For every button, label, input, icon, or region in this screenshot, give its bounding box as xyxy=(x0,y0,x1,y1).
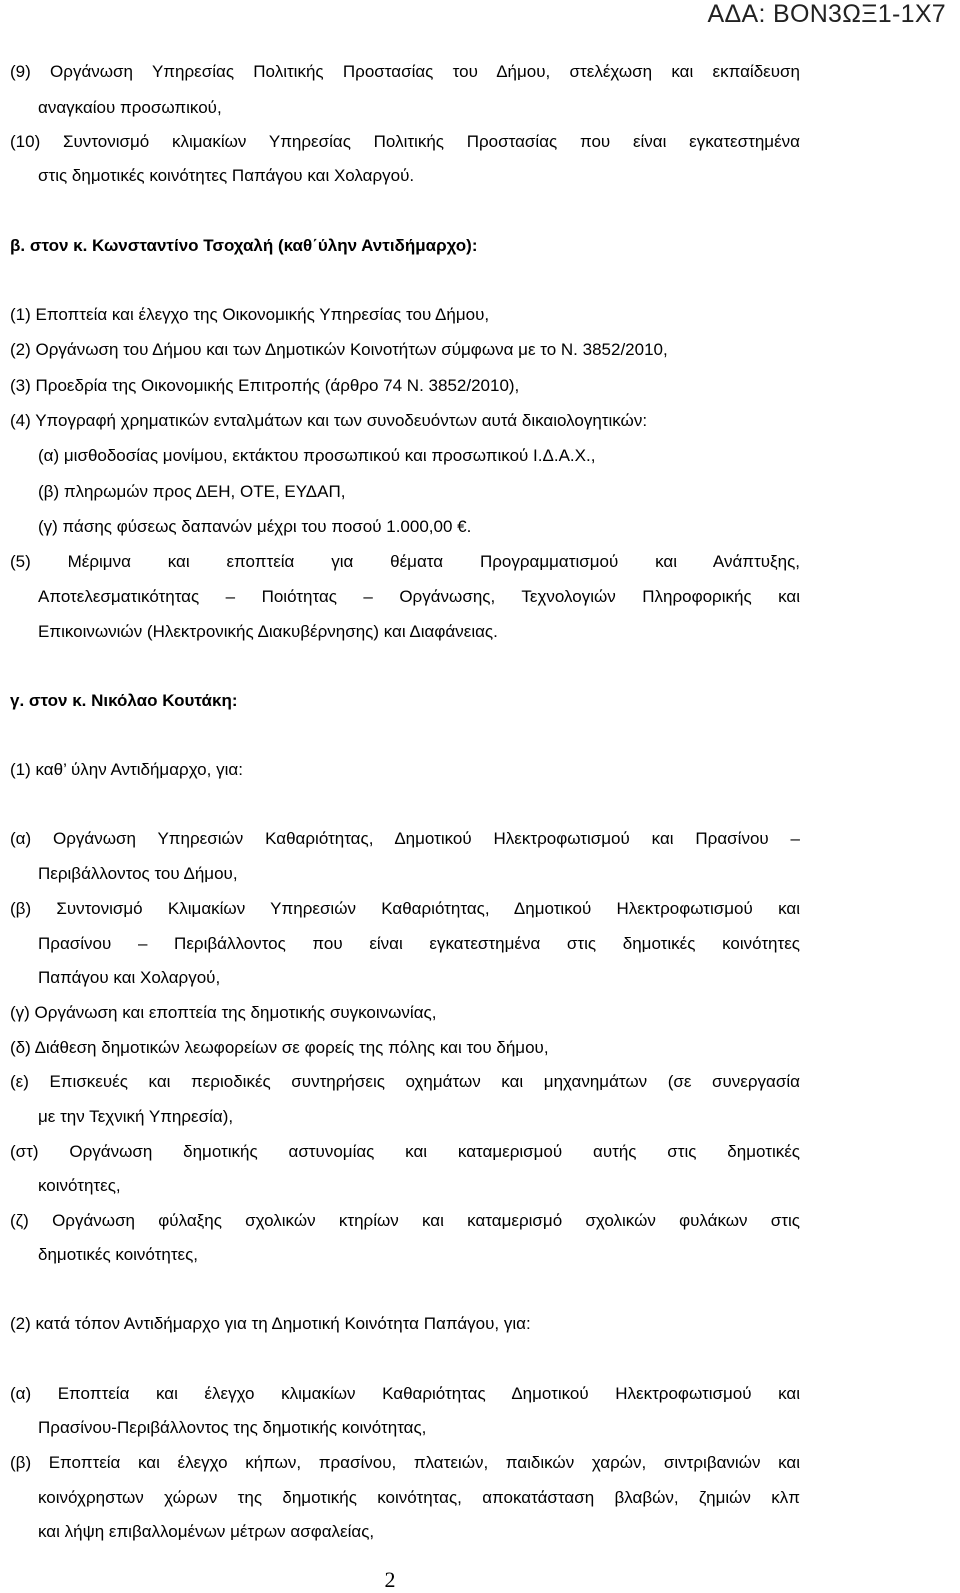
text-line: αναγκαίου προσωπικού, xyxy=(38,98,222,117)
text-line: (β) Εποπτεία και έλεγχο κήπων, πρασίνου, πλατειών, παιδικών χαρών, σιντριβανιών και xyxy=(10,1453,800,1472)
text-line: (3) Προεδρία της Οικονομικής Επιτροπής (άρθρο 74 Ν. 3852/2010), xyxy=(10,376,520,395)
ada-code: ΑΔΑ: ΒΟΝ3ΩΞ1-1Χ7 xyxy=(707,0,946,28)
text-line: (δ) Διάθεση δημοτικών λεωφορείων σε φορείς της πόλης και του δήμου, xyxy=(10,1038,549,1057)
text-line: δημοτικές κοινότητες, xyxy=(38,1245,199,1264)
text-line: (5) Μέριμνα και εποπτεία για θέματα Προγραμματισμού και Ανάπτυξης, xyxy=(10,552,800,571)
text-line: (στ) Οργάνωση δημοτικής αστυνομίας και καταμερισμού αυτής στις δημοτικές xyxy=(10,1142,800,1161)
text-line: Πρασίνου-Περιβάλλοντος της δημοτικής κοινότητας, xyxy=(38,1418,427,1437)
text-line: (β) πληρωμών προς ΔΕΗ, ΟΤΕ, ΕΥΔΑΠ, xyxy=(38,482,346,501)
page-number: 2 xyxy=(384,1567,396,1592)
text-line: (ζ) Οργάνωση φύλαξης σχολικών κτηρίων και καταμερισμό σχολικών φυλάκων στις xyxy=(10,1211,800,1230)
text-line: Παπάγου και Χολαργού, xyxy=(38,968,221,987)
text-line: (4) Υπογραφή χρηματικών ενταλμάτων και των συνοδευόντων αυτά δικαιολογητικών: xyxy=(10,411,648,430)
text-line: στις δημοτικές κοινότητες Παπάγου και Χολαργού. xyxy=(38,166,415,185)
text-line: (2) Οργάνωση του Δήμου και των Δημοτικών Κοινοτήτων σύμφωνα με το Ν. 3852/2010, xyxy=(10,340,668,359)
text-line: (2) κατά τόπον Αντιδήμαρχο για τη Δημοτική Κοινότητα Παπάγου, για: xyxy=(10,1314,531,1333)
text-line: κοινότητες, xyxy=(38,1176,121,1195)
text-line: (α) μισθοδοσίας μονίμου, εκτάκτου προσωπικού και προσωπικού Ι.Δ.Α.Χ., xyxy=(38,446,596,465)
text-line: Επικοινωνιών (Ηλεκτρονικής Διακυβέρνησης) και Διαφάνειας. xyxy=(38,622,498,641)
section-heading-b: β. στον κ. Κωνσταντίνο Τσοχαλή (καθ΄ύλην Αντιδήμαρχο): xyxy=(10,236,478,255)
text-line: (1) Εποπτεία και έλεγχο της Οικονομικής Υπηρεσίας του Δήμου, xyxy=(10,305,490,324)
text-line: (α) Οργάνωση Υπηρεσιών Καθαριότητας, Δημοτικού Ηλεκτροφωτισμού και Πρασίνου – xyxy=(10,829,800,848)
text-line: (9) Οργάνωση Υπηρεσίας Πολιτικής Προστασίας του Δήμου, στελέχωση και εκπαίδευση xyxy=(10,62,800,81)
text-line: (1) καθ’ ύλην Αντιδήμαρχο, για: xyxy=(10,760,243,779)
text-line: και λήψη επιβαλλομένων μέτρων ασφαλείας, xyxy=(38,1522,375,1541)
text-line: (ε) Επισκευές και περιοδικές συντηρήσεις οχημάτων και μηχανημάτων (σε συνεργασία xyxy=(10,1072,800,1091)
text-line: (β) Συντονισμό Κλιμακίων Υπηρεσιών Καθαριότητας, Δημοτικού Ηλεκτροφωτισμού και xyxy=(10,899,800,918)
text-line: Πρασίνου – Περιβάλλοντος που είναι εγκατεστημένα στις δημοτικές κοινότητες xyxy=(38,934,800,953)
text-line: (γ) πάσης φύσεως δαπανών μέχρι του ποσού 1.000,00 €. xyxy=(38,517,472,536)
text-line: Αποτελεσματικότητας – Ποιότητας – Οργάνωσης, Τεχνολογιών Πληροφορικής και xyxy=(38,587,800,606)
text-line: Περιβάλλοντος του Δήμου, xyxy=(38,864,238,883)
text-line: (α) Εποπτεία και έλεγχο κλιμακίων Καθαριότητας Δημοτικού Ηλεκτροφωτισμού και xyxy=(10,1384,800,1403)
text-line: με την Τεχνική Υπηρεσία), xyxy=(38,1107,234,1126)
text-line: κοινόχρηστων χώρων της δημοτικής κοινότητας, αποκατάσταση βλαβών, ζημιών κλπ xyxy=(38,1488,800,1507)
text-line: (γ) Οργάνωση και εποπτεία της δημοτικής συγκοινωνίας, xyxy=(10,1003,437,1022)
section-heading-c: γ. στον κ. Νικόλαο Κουτάκη: xyxy=(10,691,238,710)
text-line: (10) Συντονισμό κλιμακίων Υπηρεσίας Πολιτικής Προστασίας που είναι εγκατεστημένα xyxy=(10,132,800,151)
